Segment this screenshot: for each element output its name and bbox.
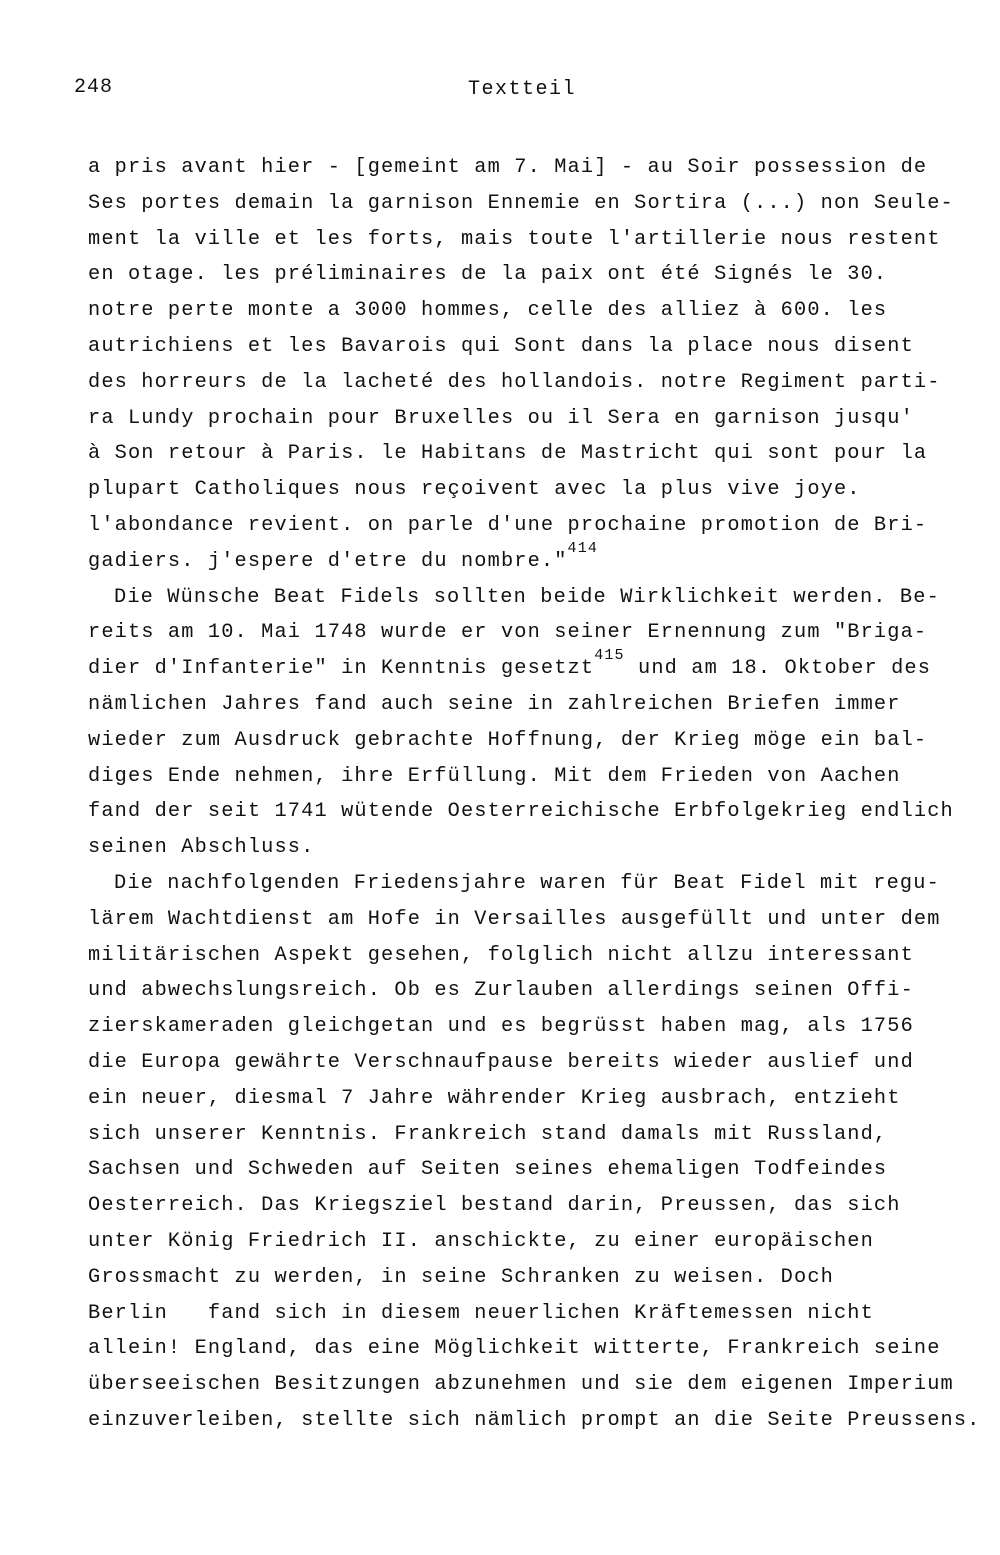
text-line: zierskameraden gleichgetan und es begrüsst haben mag, als 1756: [88, 1015, 914, 1039]
text-line: reits am 10. Mai 1748 wurde er von seiner Ernennung zum "Briga-: [88, 621, 928, 645]
page-number: 248: [74, 76, 114, 99]
text-line: militärischen Aspekt gesehen, folglich nicht allzu interessant: [88, 943, 914, 967]
text-line: plupart Catholiques nous reçoivent avec la plus vive joye.: [88, 478, 861, 502]
text-line: autrichiens et les Bavarois qui Sont dans la place nous disent: [88, 334, 914, 358]
text-line: unter König Friedrich II. anschickte, zu einer europäischen: [88, 1229, 874, 1253]
text-line: [88, 647, 978, 687]
text-line: ra Lundy prochain pour Bruxelles ou il Sera en garnison jusqu': [88, 406, 914, 430]
text-line: lärem Wachtdienst am Hofe in Versailles ausgefüllt und unter dem: [88, 907, 941, 931]
text-line: ein neuer, diesmal 7 Jahre währender Krieg ausbrach, entzieht: [88, 1086, 901, 1110]
body-text: [88, 150, 981, 1439]
text-line: Grossmacht zu werden, in seine Schranken zu weisen. Doch: [88, 1265, 834, 1289]
text-line: allein! England, das eine Möglichkeit witterte, Frankreich seine: [88, 1337, 941, 1361]
text-line: nämlichen Jahres fand auch seine in zahlreichen Briefen immer: [88, 692, 901, 716]
text-line: des horreurs de la lacheté des hollandois. notre Regiment parti-: [88, 370, 941, 394]
text-line: à Son retour à Paris. le Habitans de Mastricht qui sont pour la: [88, 442, 928, 466]
paragraph-first-line: Die Wünsche Beat Fidels sollten beide Wirklichkeit werden. Be-: [114, 585, 940, 609]
text-line: seinen Abschluss.: [88, 836, 315, 860]
text-line: notre perte monte a 3000 hommes, celle des alliez à 600. les: [88, 299, 888, 323]
text-line: einzuverleiben, stellte sich nämlich prompt an die Seite Preussens.: [88, 1408, 981, 1432]
text-line: überseeischen Besitzungen abzunehmen und sie dem eigenen Imperium: [88, 1373, 954, 1397]
text-segment: und am 18. Oktober des: [624, 657, 932, 681]
paragraph-first-line: Die nachfolgenden Friedensjahre waren für Beat Fidel mit regu-: [114, 871, 940, 895]
text-line: Sachsen und Schweden auf Seiten seines ehemaligen Todfeindes: [88, 1158, 888, 1182]
text-segment: gadiers. j'espere d'etre du nombre.": [88, 549, 568, 573]
text-line: [88, 539, 978, 580]
text-segment: dier d'Infanterie" in Kenntnis gesetzt: [88, 657, 595, 681]
text-line: en otage. les préliminaires de la paix ont été Signés le 30.: [88, 263, 888, 287]
footnote-ref-414[interactable]: 414: [567, 539, 599, 557]
text-line: l'abondance revient. on parle d'une prochaine promotion de Bri-: [88, 513, 928, 537]
text-line: die Europa gewährte Verschnaufpause bereits wieder auslief und: [88, 1050, 914, 1074]
text-line: a pris avant hier - [gemeint am 7. Mai] - au Soir possession de: [88, 156, 928, 179]
text-line: diges Ende nehmen, ihre Erfüllung. Mit dem Frieden von Aachen: [88, 764, 901, 788]
text-line: ment la ville et les forts, mais toute l'artillerie nous restent: [88, 227, 941, 251]
footnote-ref-415[interactable]: 415: [594, 647, 625, 665]
text-line: Berlin fand sich in diesem neuerlichen Kräftemessen nicht: [88, 1301, 874, 1325]
text-line: wieder zum Ausdruck gebrachte Hoffnung, der Krieg möge ein bal-: [88, 728, 928, 752]
text-line: Oesterreich. Das Kriegsziel bestand darin, Preussen, das sich: [88, 1194, 901, 1218]
text-line: Ses portes demain la garnison Ennemie en Sortira (...) non Seule-: [88, 191, 954, 215]
text-line: fand der seit 1741 wütende Oesterreichische Erbfolgekrieg endlich: [88, 800, 954, 824]
text-line: sich unserer Kenntnis. Frankreich stand damals mit Russland,: [88, 1122, 888, 1146]
running-head: Textteil: [468, 78, 577, 101]
text-line: und abwechslungsreich. Ob es Zurlauben allerdings seinen Offi-: [88, 979, 914, 1003]
